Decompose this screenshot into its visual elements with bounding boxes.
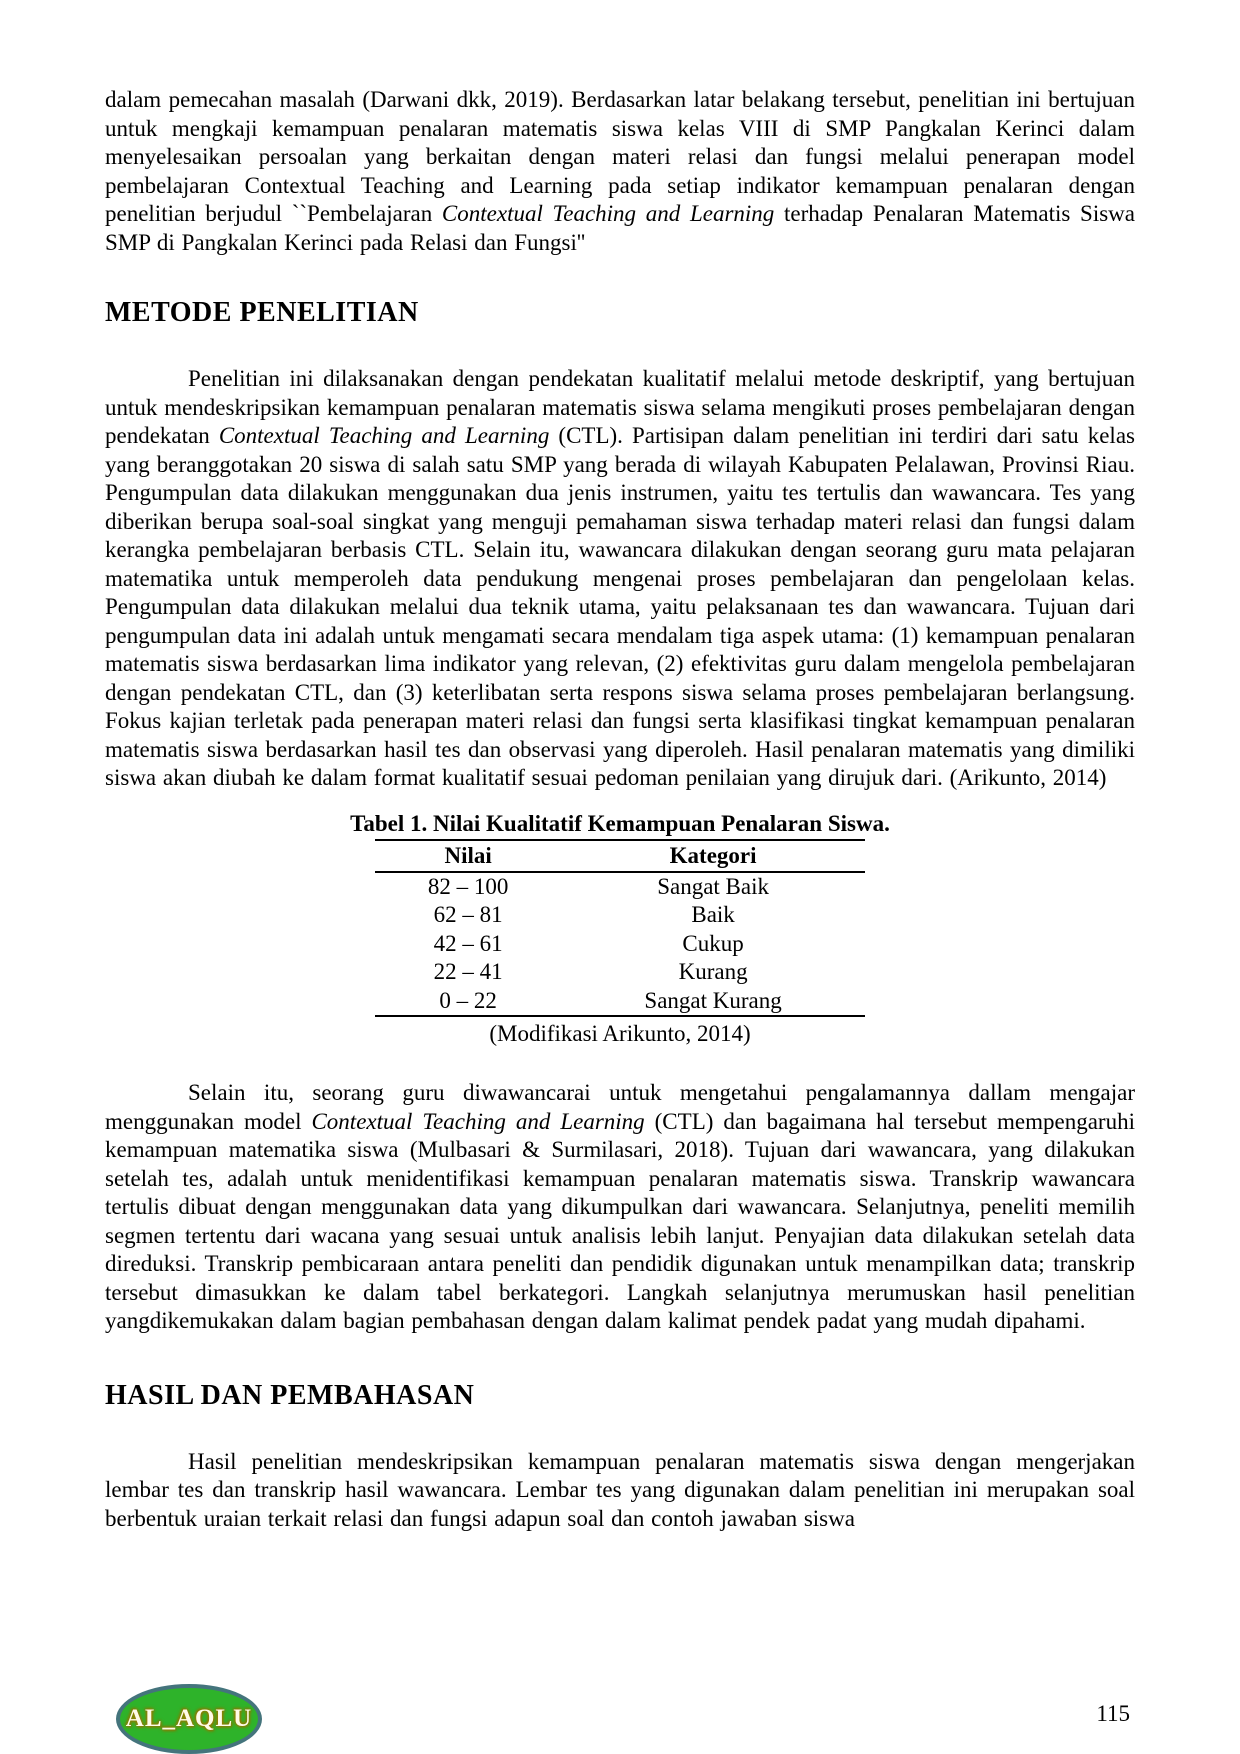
paragraph-hasil <box>105 1448 1135 1534</box>
paragraph-metode-text-end: (CTL). Partisipan dalam penelitian ini terdiri dari satu kelas yang beranggotakan 20 siswa di salah satu SMP yang berada di wilayah Kabupaten Pelalawan, Provinsi Riau. Pengumpulan data dilakukan menggunakan dua jenis instrumen, yaitu tes tertulis dan wawancara. Tes yang diberikan berupa soal-soal singkat yang menguji pemahaman siswa terhadap materi relasi dan fungsi dalam kerangka pembelajaran berbasis CTL. Selain itu, wawancara dilakukan dengan seorang guru mata pelajaran matematika untuk memperoleh data pendukung mengenai proses pembelajaran dan pengelolaan kelas. Pengumpulan data dilakukan melalui dua teknik utama, yaitu pelaksanaan tes dan wawancara. Tujuan dari pengumpulan data ini adalah untuk mengamati secara mendalam tiga aspek utama: (1) kemampuan penalaran matematis siswa berdasarkan lima indikator yang relevan, (2) efektivitas guru dalam mengelola pembelajaran dengan pendekatan CTL, dan (3) keterlibatan serta respons siswa selama proses pembelajaran berlangsung. Fokus kajian terletak pada penerapan materi relasi dan fungsi serta klasifikasi tingkat kemampuan penalaran matematis siswa berdasarkan hasil tes dan observasi yang diperoleh. Hasil penalaran matematis yang dimiliki siswa akan diubah ke dalam format kualitatif sesuai pedoman penilaian yang dirujuk dari. (Arikunto, 2014) <box>105 423 1135 790</box>
paragraph-selain <box>105 1079 1135 1336</box>
table-row <box>375 872 865 902</box>
table-1-block <box>105 809 1135 1050</box>
table-1-title: Tabel 1. Nilai Kualitatif Kemampuan Penalaran Siswa. <box>350 810 890 836</box>
cell-kategori: Cukup <box>682 930 744 956</box>
italic-phrase-ctl: Contextual Teaching and Learning <box>311 1108 645 1134</box>
cell-kategori: Kurang <box>678 959 748 984</box>
table-row <box>375 958 865 987</box>
cell-nilai: 22 – 41 <box>433 959 503 984</box>
paragraph-metode-text: Penelitian ini dilaksanakan dengan pendekatan kualitatif melalui metode deskriptif, yang bertujuan untuk mendeskripsikan kemampuan penalaran matematis siswa selama mengikuti proses pembelajaran dengan pendekatan <box>105 366 1135 448</box>
section-heading-hasil: HASIL DAN PEMBAHASAN <box>105 1379 475 1411</box>
paragraph-hasil-text: Hasil penelitian mendeskripsikan kemampuan penalaran matematis siswa dengan mengerjakan lembar tes dan transkrip hasil wawancara. Lembar tes yang digunakan dalam penelitian ini merupakan soal berbentuk uraian terkait relasi dan fungsi adapun soal dan contoh jawaban siswa <box>105 1448 1135 1531</box>
section-heading-metode: METODE PENELITIAN <box>105 297 419 328</box>
paragraph-selain-text-end: (CTL) dan bagaimana hal tersebut mempengaruhi kemampuan matematika siswa (Mulbasari & Surmilasari, 2018). Tujuan dari wawancara, yang dilakukan setelah tes, adalah untuk menidentifikasi kemampuan penalaran matematis siswa. Transkrip wawancara tertulis dibuat dengan menggunakan data yang dikumpulkan dari wawancara. Selanjutnya, peneliti memilih segmen tertentu dari wacana yang sesuai untuk analisis lebih lanjut. Penyajian data dilakukan setelah data direduksi. Transkrip pembicaraan antara peneliti dan pendidik digunakan untuk menampilkan data; transkrip tersebut dimasukkan ke dalam tabel berkategori. Langkah selanjutnya merumuskan hasil penelitian yangdikemukakan dalam bagian pembahasan dengan dalam kalimat pendek padat yang mudah dipahami. <box>105 1108 1135 1333</box>
cell-kategori: Sangat Baik <box>657 873 769 899</box>
paragraph-intro-text-end: terhadap Penalaran Matematis Siswa SMP di Pangkalan Kerinci pada Relasi dan Fungsi'' <box>105 201 1135 255</box>
cell-nilai: 62 – 81 <box>433 902 503 927</box>
cell-kategori: Sangat Kurang <box>644 987 782 1013</box>
column-header-kategori: Kategori <box>561 840 865 872</box>
journal-logo <box>116 1684 262 1754</box>
table-1-caption: (Modifikasi Arikunto, 2014) <box>489 1021 751 1046</box>
paragraph-intro <box>105 86 1135 257</box>
italic-phrase-ctl: Contextual Teaching and Learning <box>441 201 775 226</box>
italic-phrase-ctl: Contextual Teaching and Learning <box>218 423 550 448</box>
paragraph-selain-text: Selain itu, seorang guru diwawancarai untuk mengetahui pengalamannya dallam mengajar menggunakan model <box>105 1080 1135 1134</box>
cell-kategori: Baik <box>691 902 735 927</box>
table-row <box>375 930 865 959</box>
cell-nilai: 42 – 61 <box>433 930 503 956</box>
table-row <box>375 901 865 930</box>
paragraph-intro-text: dalam pemecahan masalah (Darwani dkk, 2019). Berdasarkan latar belakang tersebut, penelitian ini bertujuan untuk mengkaji kemampuan penalaran matematis siswa kelas VIII di SMP Pangkalan Kerinci dalam menyelesaikan persoalan yang berkaitan dengan materi relasi dan fungsi melalui penerapan model pembelajaran Contextual Teaching and Learning pada setiap indikator kemampuan penalaran dengan penelitian berjudul ``Pembelajaran <box>105 87 1135 226</box>
paragraph-metode <box>105 365 1135 793</box>
page-content <box>105 0 1135 1533</box>
table-row <box>375 987 865 1017</box>
table-1-head <box>375 840 865 872</box>
column-header-nilai: Nilai <box>375 840 561 872</box>
cell-nilai: 82 – 100 <box>427 873 509 899</box>
table-1 <box>375 839 865 1018</box>
cell-nilai: 0 – 22 <box>439 987 497 1013</box>
table-header-row <box>375 840 865 872</box>
page-number: 115 <box>1096 1701 1130 1726</box>
table-1-body <box>375 872 865 1017</box>
journal-logo-text: AL_AQLU <box>125 1705 253 1732</box>
